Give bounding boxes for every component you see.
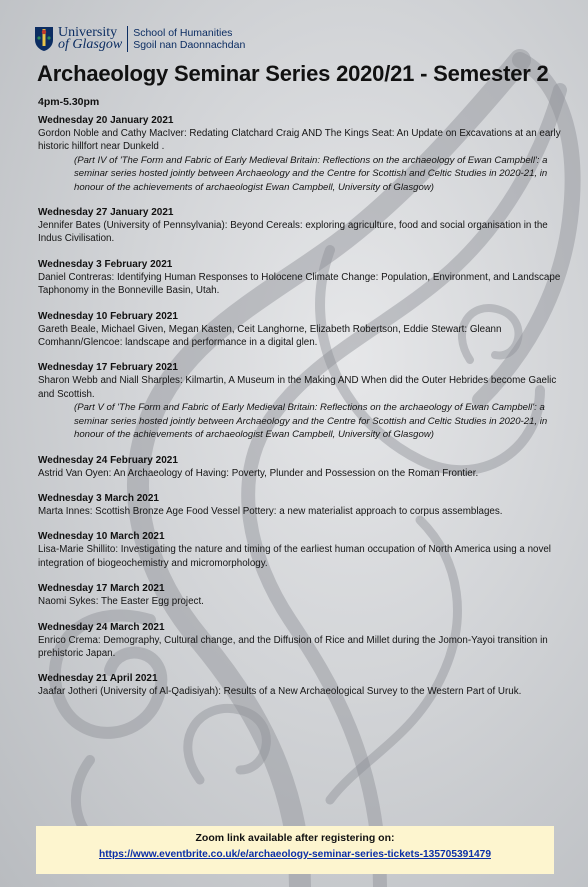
seminar-time: 4pm-5.30pm [38, 96, 100, 108]
event-description: Jaafar Jotheri (University of Al-Qadisiyah): Results of a New Archaeological Survey to the Western Part of Uruk. [38, 686, 522, 698]
event-date: Wednesday 10 March 2021 [38, 531, 165, 543]
event-list [38, 114, 566, 711]
school-name-gaelic: Sgoil nan Daonnachdan [133, 39, 246, 51]
zoom-info-text: Zoom link available after registering on: [195, 832, 395, 844]
school-name [133, 27, 245, 51]
event-date: Wednesday 24 February 2021 [38, 454, 178, 466]
school-name-english: School of Humanities [133, 27, 233, 39]
event-item [38, 530, 566, 570]
event-note: (Part IV of 'The Form and Fabric of Early Medieval Britain: Reflections on the archaeology of Ewan Campbell': a seminar series hosted jointly between Archaeology and the Centre for Scottish and Celtic Studies in 2020-21, in honour of the achievements of archaeologist Ewan Campbell, University of Glasgow) [74, 154, 548, 193]
event-item [38, 454, 566, 480]
event-date: Wednesday 3 February 2021 [38, 258, 173, 270]
event-description: Jennifer Bates (University of Pennsylvania): Beyond Cereals: exploring agriculture, food and social organisation in the Indus Civilisation. [38, 220, 548, 245]
university-crest-icon [34, 26, 54, 52]
event-item [38, 672, 566, 698]
event-item [38, 114, 566, 194]
page-title: Archaeology Seminar Series 2020/21 - Semester 2 [37, 61, 549, 86]
university-name-line1: University [58, 25, 118, 40]
event-item [38, 361, 566, 441]
event-item [38, 206, 566, 246]
event-note: (Part V of 'The Form and Fabric of Early Medieval Britain: Reflections on the archaeology of Ewan Campbell': a seminar series hosted jointly between Archaeology and the Centre for Scottish and Celtic Studies in 2020-21, in honour of the achievements of archaeologist Ewan Campbell, University of Glasgow) [74, 402, 548, 441]
logo-divider [127, 26, 128, 52]
university-name [58, 27, 122, 51]
event-description: Lisa-Marie Shillito: Investigating the nature and timing of the earliest human occupation of North America using a novel integration of biogeochemistry and micromorphology. [38, 544, 551, 569]
event-date: Wednesday 27 January 2021 [38, 207, 174, 219]
registration-box [36, 826, 554, 874]
event-item [38, 621, 566, 661]
event-item [38, 492, 566, 518]
event-date: Wednesday 10 February 2021 [38, 310, 178, 322]
event-description: Naomi Sykes: The Easter Egg project. [38, 596, 204, 608]
event-description: Sharon Webb and Niall Sharples: Kilmartin, A Museum in the Making AND When did the Outer Hebrides become Gaelic and Scottish. [38, 375, 557, 400]
event-date: Wednesday 24 March 2021 [38, 621, 165, 633]
event-item [38, 310, 566, 350]
event-description: Enrico Crema: Demography, Cultural change, and the Diffusion of Rice and Millet during the Jomon-Yayoi transition in prehistoric Japan. [38, 634, 548, 659]
event-date: Wednesday 21 April 2021 [38, 673, 158, 685]
university-logo [34, 24, 245, 54]
event-date: Wednesday 20 January 2021 [38, 115, 174, 126]
event-description: Daniel Contreras: Identifying Human Responses to Holocene Climate Change: Population, Environment, and Landscape Taphonomy in the Bonneville Basin, Utah. [38, 271, 561, 297]
event-date: Wednesday 17 February 2021 [38, 362, 178, 374]
university-name-line2: of Glasgow [58, 37, 123, 52]
event-description: Gareth Beale, Michael Given, Megan Kasten, Ceit Langhorne, Elizabeth Robertson, Eddie Stewart: Gleann Comhann/Glencoe: landscape and performance in a digital glen. [38, 323, 502, 349]
event-date: Wednesday 17 March 2021 [38, 583, 165, 595]
event-description: Gordon Noble and Cathy MacIver: Redating Clatchard Craig AND The Kings Seat: An Update on Excavations at an early historic hillfort near Dunkeld . [38, 128, 561, 153]
event-description: Marta Innes: Scottish Bronze Age Food Vessel Pottery: a new materialist approach to corpus assemblages. [38, 505, 503, 517]
event-item [38, 258, 566, 298]
event-date: Wednesday 3 March 2021 [38, 492, 159, 504]
event-item [38, 582, 566, 608]
event-description: Astrid Van Oyen: An Archaeology of Having: Poverty, Plunder and Possession on the Roman Frontier. [38, 467, 479, 479]
registration-link[interactable]: https://www.eventbrite.co.uk/e/archaeology-seminar-series-tickets-135705391479 [98, 849, 491, 860]
